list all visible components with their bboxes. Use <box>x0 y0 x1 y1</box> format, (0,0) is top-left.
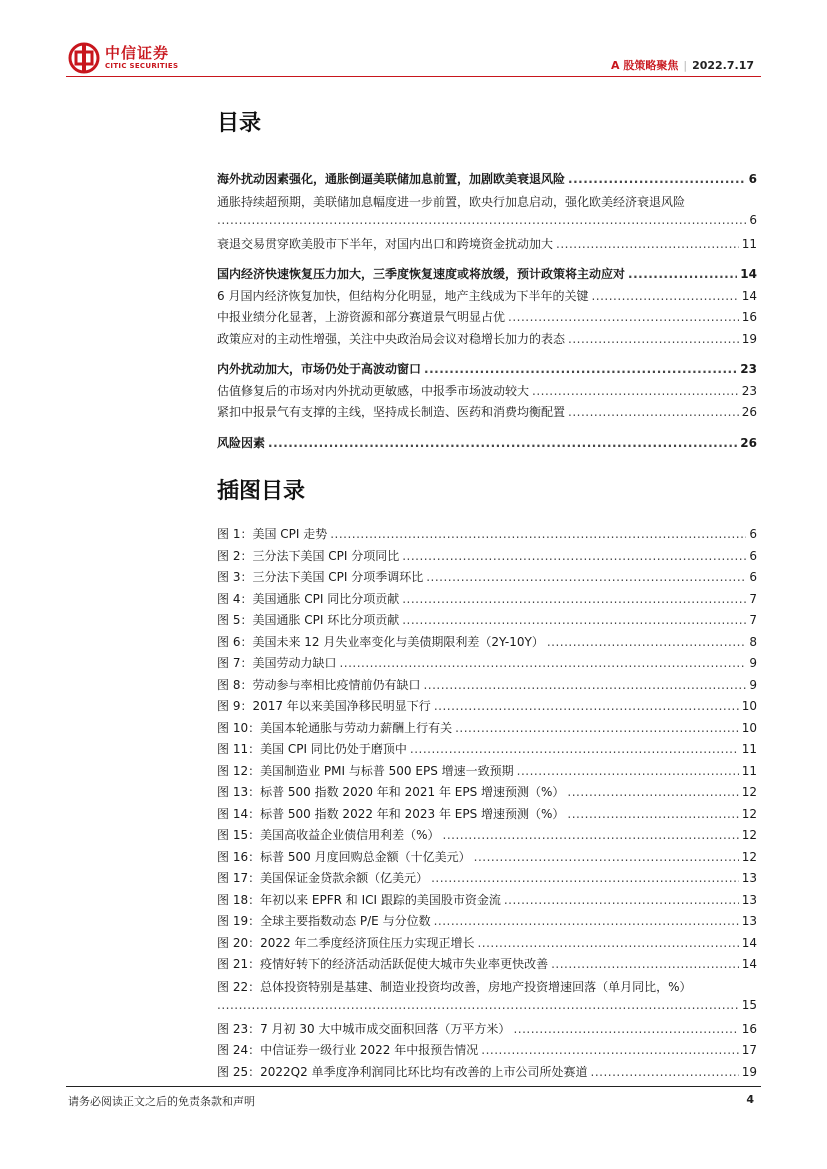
logo-english-name: CITIC SECURITIES <box>105 62 179 70</box>
toc-entry[interactable] <box>217 434 757 456</box>
figure-entry-text: 图 9：2017 年以来美国净移民明显下行 <box>217 699 431 713</box>
figure-entry[interactable] <box>217 912 757 934</box>
figure-entry[interactable] <box>217 676 757 698</box>
toc-entry-page: 16 <box>741 310 757 324</box>
figure-entry-page: 17 <box>741 1043 757 1057</box>
toc-entry-text: 通胀持续超预期，美联储加息幅度进一步前置，欧央行加息启动，强化欧美经济衰退风险 <box>217 194 686 209</box>
toc-entry-text: 中报业绩分化显著，上游资源和部分赛道景气明显占优 <box>217 310 506 324</box>
toc-entry-text: 紧扣中报景气有支撑的主线，坚持成长制造、医药和消费均衡配置 <box>217 405 566 419</box>
toc-entry-page: 23 <box>740 362 757 376</box>
figure-entry-page: 6 <box>749 527 757 541</box>
figure-entry[interactable] <box>217 891 757 913</box>
figure-entry-page: 6 <box>749 548 757 563</box>
figure-entry-text: 图 17：美国保证金贷款余额（亿美元） <box>217 871 429 885</box>
figure-entry-page: 7 <box>749 591 757 606</box>
figure-entry[interactable] <box>217 783 757 805</box>
toc-entry-page: 11 <box>741 236 757 251</box>
toc-entry-text: 政策应对的主动性增强，关注中央政治局会议对稳增长加力的表态 <box>217 331 566 346</box>
toc-entry[interactable] <box>217 170 757 192</box>
figure-entry-text: 图 6：美国未来 12 月失业率变化与美债期限利差（2Y-10Y） <box>217 634 544 649</box>
toc-entry[interactable] <box>217 382 757 404</box>
figure-entry-text: 图 22：总体投资特别是基建、制造业投资均改善，房地产投资增速回落（单月同比，%） <box>217 979 692 994</box>
figure-entry-page: 12 <box>741 828 757 842</box>
toc-entry[interactable] <box>217 192 757 235</box>
figure-entry[interactable] <box>217 590 757 612</box>
figure-entry-page: 13 <box>741 871 757 885</box>
figure-entry-page: 11 <box>741 742 757 756</box>
figure-entry-text: 图 13：标普 500 指数 2020 年和 2021 年 EPS 增速预测（%） <box>217 785 565 799</box>
list-of-figures <box>217 525 757 1084</box>
figure-entry-page: 13 <box>741 914 757 928</box>
figure-entry-page: 15 <box>741 998 757 1012</box>
toc-entry-text: 国内经济快速恢复压力加大，三季度恢复速度或将放缓，预计政策将主动应对 <box>217 267 626 281</box>
figure-entry-text: 图 23：7 月初 30 大中城市成交面积回落（万平方米） <box>217 1021 511 1036</box>
toc-entry-page: 14 <box>740 267 757 281</box>
figure-entry-text: 图 1：美国 CPI 走势 <box>217 527 328 541</box>
figure-entry-text: 图 18：年初以来 EPFR 和 ICI 跟踪的美国股市资金流 <box>217 892 501 907</box>
page-number: 4 <box>746 1093 754 1106</box>
figure-entry[interactable] <box>217 826 757 848</box>
figure-entry-text: 图 21：疫情好转下的经济活动活跃促使大城市失业率更快改善 <box>217 957 549 971</box>
figure-entry-text: 图 15：美国高收益企业债信用利差（%） <box>217 828 440 842</box>
footer-disclaimer: 请务必阅读正文之后的免责条款和声明 <box>68 1095 255 1108</box>
figure-entry-page: 10 <box>741 699 757 713</box>
figure-entry[interactable] <box>217 740 757 762</box>
figure-entry[interactable] <box>217 1063 757 1085</box>
figure-entry-page: 7 <box>749 613 757 627</box>
figure-entry-page: 9 <box>749 677 757 692</box>
figure-entry[interactable] <box>217 869 757 891</box>
figure-entry[interactable] <box>217 568 757 590</box>
header-divider <box>66 76 761 77</box>
report-date: 2022.7.17 <box>692 59 754 72</box>
figure-entry-page: 12 <box>741 806 757 821</box>
figures-title: 插图目录 <box>217 479 306 504</box>
figure-entry-page: 13 <box>741 892 757 907</box>
figure-entry-page: 14 <box>741 957 757 971</box>
figure-entry[interactable] <box>217 633 757 655</box>
toc-entry-text: 内外扰动加大，市场仍处于高波动窗口 <box>217 362 422 376</box>
figure-entry[interactable] <box>217 934 757 956</box>
footer-divider <box>66 1086 761 1087</box>
toc-entry-page: 23 <box>741 383 757 398</box>
figure-entry-text: 图 7：美国劳动力缺口 <box>217 656 337 670</box>
figure-entry-page: 12 <box>741 785 757 799</box>
toc-entry-page: 19 <box>741 331 757 346</box>
figure-entry-text: 图 3：三分法下美国 CPI 分项季调环比 <box>217 570 424 584</box>
figure-entry-text: 图 12：美国制造业 PMI 与标普 500 EPS 增速一致预期 <box>217 763 514 778</box>
figure-entry[interactable] <box>217 762 757 784</box>
figure-entry[interactable] <box>217 1041 757 1063</box>
toc-entry-page: 14 <box>741 288 757 303</box>
table-of-contents <box>217 170 757 455</box>
figure-entry-text: 图 10：美国本轮通胀与劳动力薪酬上行有关 <box>217 720 453 735</box>
figure-entry-text: 图 2：三分法下美国 CPI 分项同比 <box>217 548 400 563</box>
figure-entry-page: 6 <box>749 570 757 584</box>
figure-entry[interactable] <box>217 1020 757 1042</box>
figure-entry-text: 图 8：劳动参与率相比疫情前仍有缺口 <box>217 677 421 692</box>
toc-entry[interactable] <box>217 308 757 330</box>
figure-entry[interactable] <box>217 525 757 547</box>
toc-entry-page: 6 <box>749 213 757 227</box>
toc-entry[interactable] <box>217 360 757 382</box>
figure-entry-page: 11 <box>741 763 757 778</box>
figure-entry[interactable] <box>217 611 757 633</box>
figure-entry-page: 12 <box>741 849 757 864</box>
figure-entry-text: 图 16：标普 500 月度回购总金额（十亿美元） <box>217 849 471 864</box>
company-logo <box>68 40 178 76</box>
toc-entry[interactable] <box>217 403 757 425</box>
toc-entry-text: 6 月国内经济恢复加快，但结构分化明显，地产主线成为下半年的关键 <box>217 288 589 303</box>
figure-entry-page: 10 <box>741 720 757 735</box>
toc-entry-page: 26 <box>741 405 757 419</box>
figure-entry[interactable] <box>217 977 757 1020</box>
citic-logo-icon <box>68 42 100 74</box>
toc-entry-page: 6 <box>748 172 757 186</box>
toc-entry-text: 估值修复后的市场对内外扰动更敏感，中报季市场波动较大 <box>217 383 530 398</box>
report-series: A 股策略聚焦 <box>611 59 679 72</box>
figure-entry-text: 图 14：标普 500 指数 2022 年和 2023 年 EPS 增速预测（%） <box>217 806 565 821</box>
report-header <box>611 57 754 73</box>
figure-entry[interactable] <box>217 955 757 977</box>
figure-entry[interactable] <box>217 654 757 676</box>
logo-chinese-name: 中信证券 <box>105 44 170 62</box>
figure-entry-text: 图 4：美国通胀 CPI 同比分项贡献 <box>217 591 400 606</box>
figure-entry[interactable] <box>217 805 757 827</box>
toc-entry[interactable] <box>217 287 757 309</box>
toc-entry[interactable] <box>217 235 757 257</box>
figure-entry-text: 图 19：全球主要指数动态 P/E 与分位数 <box>217 914 431 928</box>
figure-entry[interactable] <box>217 719 757 741</box>
toc-entry-page: 26 <box>740 435 757 450</box>
figure-entry[interactable] <box>217 848 757 870</box>
toc-title: 目录 <box>217 111 262 136</box>
figure-entry-text: 图 20：2022 年二季度经济顶住压力实现正增长 <box>217 935 475 950</box>
figure-entry[interactable] <box>217 697 757 719</box>
figure-entry-text: 图 11：美国 CPI 同比仍处于磨顶中 <box>217 742 407 756</box>
figure-entry-text: 图 25：2022Q2 单季度净利润同比环比均有改善的上市公司所处赛道 <box>217 1064 588 1079</box>
figure-entry-text: 图 24：中信证券一级行业 2022 年中报预告情况 <box>217 1043 479 1057</box>
figure-entry-page: 16 <box>741 1021 757 1036</box>
figure-entry-text: 图 5：美国通胀 CPI 环比分项贡献 <box>217 613 400 627</box>
toc-entry[interactable] <box>217 265 757 287</box>
toc-entry-text: 衰退交易贯穿欧美股市下半年，对国内出口和跨境资金扰动加大 <box>217 236 554 251</box>
header-separator: | <box>683 59 688 72</box>
figure-entry-page: 14 <box>741 935 757 950</box>
figure-entry-page: 9 <box>749 656 757 670</box>
toc-entry[interactable] <box>217 330 757 352</box>
figure-entry-page: 8 <box>749 634 757 649</box>
figure-entry-page: 19 <box>741 1064 757 1079</box>
figure-entry[interactable] <box>217 547 757 569</box>
toc-entry-text: 风险因素 <box>217 435 266 450</box>
toc-entry-text: 海外扰动因素强化，通胀倒逼美联储加息前置，加剧欧美衰退风险 <box>217 172 566 186</box>
